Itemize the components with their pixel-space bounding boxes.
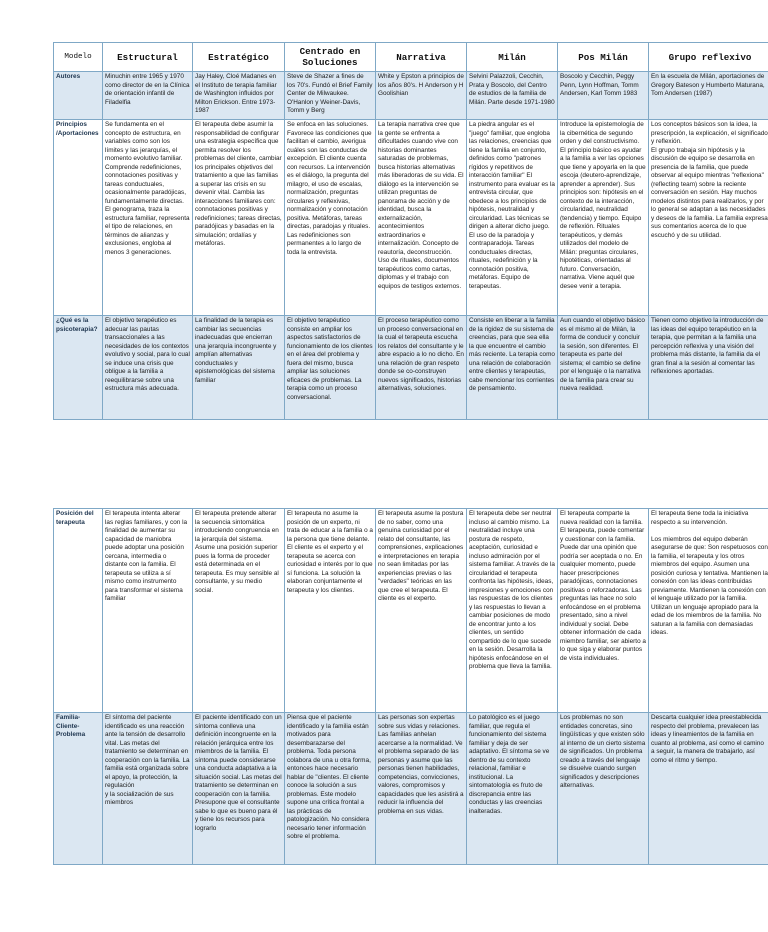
cell-posicion-estructural: El terapeuta intenta alterar las reglas familiares, y con la finalidad de aumentar su capacidad de maniobra puede adoptar una posición cercana, intermedia o distante con la familia. El terapeuta se utiliza a sí mismo como instrumento para transformar el sistema familiar <box>103 509 193 713</box>
header-row <box>54 43 768 72</box>
cell-posicion-grupo-reflexivo: El terapeuta tiene toda la iniciativa respecto a su intervención. Los miembros del equipo deberán asegurarse de que: Son respetuosos con la familia, el terapeuta y los otros miembros del equipo. Asumen una posición curiosa y tentativa. Mantienen la conexión con las ideas contribuidas previamente. Mantienen la conexión con el lenguaje utilizado por la familia. Utilizan un lenguaje apropiado para la edad de los miembros de la familia. No saturan a la familia con demasiadas ideas. <box>649 509 768 713</box>
cell-principios-pos-milan: Introduce la epistemología de la cibernética de segundo orden y del constructivismo. El principio básico es ayudar a la familia a ver las opciones que tiene y apoyarla en la que escoja (deutero-aprendizaje, aprender a aprender). Sus principios son: hipótesis en el contexto de la interacción, circularidad, neutralidad (tendencia) y tiempo. Equipo de reflexión. Rituales terapéuticos, y demás utilizados del modelo de Milán: preguntas circulares, hipotéticas, orientadas al futuro. Conversación, narrativa. Viene aquél que desee venir a terapia. <box>558 120 649 316</box>
cell-principios-grupo-reflexivo: Los conceptos básicos son la idea, la prescripción, la explicación, el significado y reflexión. El grupo trabaja sin hipótesis y la discusión de equipo se desarrolla en presencia de la familia, que puede observar al equipo mientras "reflexiona" (reflecting team) sobre la reciente conversación en sesión. Hay muchos modelos distintos para realizarlos, y por lo general se adaptan a las necesidades y deseos de la familia. La familia expresa sus comentarios acerca de lo que escuchó y de su utilidad. <box>649 120 768 316</box>
cell-autores-milan: Selvini Palazzoli, Cecchin, Prata y Boscolo, del Centro de estudios de la familia de Milán. Parte desde 1971-1980 <box>467 72 558 120</box>
header-pos-milan: Pos Milán <box>558 43 649 72</box>
cell-familia-narrativa: Las personas son expertas sobre sus vidas y relaciones. Las familias anhelan acercarse a la normalidad. Ve el problema separado de las personas y asume que las personas tienen habilidades, competencias, convicciones, valores, compromisos y capacidades que les asistirá a reducir la influencia del problema en sus vidas. <box>376 713 467 865</box>
cell-autores-soluciones: Steve de Shazer a fines de los 70's. Fundó el Brief Family Center de Milwaukee. O'Hanlon y Weiner-Davis, Tomm y Berg <box>285 72 376 120</box>
cell-principios-estrategico: El terapeuta debe asumir la responsabilidad de configurar una estrategia específica que permita resolver los problemas del cliente, cambiar los principales objetivos del tratamiento a que las familias a superar las crisis en su devenir vital. Cambia las interacciones familiares con: connotaciones positivas y redefiniciones; tareas directas, paradójicas y basadas en la simulación; ordalías y metáforas. <box>193 120 285 316</box>
cell-psicoterapia-estrategico: La finalidad de la terapia es cambiar las secuencias inadecuadas que encierran una jerarquía incongruente y amplían alternativas conductuales y epistemológicas del sistema familiar <box>193 316 285 420</box>
row-label-autores: Autores <box>54 72 103 120</box>
cell-psicoterapia-narrativa: El proceso terapéutico como un proceso conversacional en la cual el terapeuta escucha los relatos del consultante y le abre espacio a lo no dicho. En una relación de gran respeto donde se co-construyen nuevos significados, historias alternativas, soluciones. <box>376 316 467 420</box>
cell-familia-grupo-reflexivo: Descarta cualquier idea preestablecida respecto del problema, prevalecen las ideas y lineamientos de la familia en cuanto al problema, así como el camino a seguir, la manera de trabajarlo, así como el ritmo y tiempo. <box>649 713 768 865</box>
cell-psicoterapia-soluciones: El objetivo terapéutico consiste en ampliar los aspectos satisfactorios de funcionamiento de los clientes en el área del problema y fuera del mismo, busca ampliar las soluciones eficaces de problemas. La terapia como un proceso conversacional. <box>285 316 376 420</box>
header-modelo: Modelo <box>54 43 103 72</box>
cell-familia-milan: Lo patológico es el juego familiar, que regula el funcionamiento del sistema familiar y deja de ser adaptativo. El síntoma se ve dentro de su contexto relacional, familiar e institucional. La sintomatología es fruto de discrepancia entre las conductas y las creencias inalteradas. <box>467 713 558 865</box>
cell-familia-estrategico: El paciente identificado con un síntoma conlleva una definición incongruente en la relación jerárquica entre los miembros de la familia. El síntoma puede considerarse una conducta adaptativa a la situación social. Las metas del tratamiento se determinan en cooperación con la familia. Presupone que el consultante sabe lo que es bueno para él y tiene los recursos para lograrlo <box>193 713 285 865</box>
row-familia-cliente-problema <box>54 713 768 865</box>
header-estructural: Estructural <box>103 43 193 72</box>
cell-posicion-milan: El terapeuta debe ser neutral incluso al cambio mismo. La neutralidad incluye una postura de respeto, aceptación, curiosidad e incluso admiración por el sistema familiar. A través de la circularidad el terapeuta confronta las hipótesis, ideas, impresiones y emociones con las respuestas de los clientes y las respuestas lo llevan a cambiar posiciones de modo de encontrar junto a los clientes, un sentido compartido de lo que sucede en la sesión. Desarrolla la hipótesis enfocándose en el problema que lleva la familia. <box>467 509 558 713</box>
cell-principios-estructural: Se fundamenta en el concepto de estructura, en variables como son los límites y las jerarquías, el momento evolutivo familiar. Comprende redefiniciones, connotaciones positivas y tareas conductuales, ocasionalmente paradójicas, fundamentalmente directas. El genograma, traza la estructura familiar, representa el tipo de relaciones, en términos de alianzas y exclusiones, engloba al menos 3 generaciones. <box>103 120 193 316</box>
cell-autores-pos-milan: Boscolo y Cecchin, Peggy Penn, Lynn Hoffman, Tomm Andersen, Karl Tomm 1983 <box>558 72 649 120</box>
cell-posicion-estrategico: El terapeuta pretende alterar la secuencia sintomática introduciendo congruencia en la jerarquía del sistema. Asume una posición superior pues la forma de proceder está determinada en el terapeuta. Es muy sensible al consultante, y su medio social. <box>193 509 285 713</box>
cell-psicoterapia-grupo-reflexivo: Tienen como objetivo la introducción de las ideas del equipo terapéutico en la terapia, que permitan a la familia una percepción reflexiva y una visión del problema más distante, la familia da el gran final a la sesión al comentar las reflexiones aportadas. <box>649 316 768 420</box>
row-label-familia: Familia-Cliente-Problema <box>54 713 103 865</box>
cell-psicoterapia-milan: Consiste en liberar a la familia de la rigidez de su sistema de creencias, para que sea ella la que encuentre el cambio más reciente. La terapia como una relación de colaboración entre clientes y terapeutas, cabe mencionar los corrientes de pensamiento. <box>467 316 558 420</box>
header-milan: Milán <box>467 43 558 72</box>
cell-autores-estrategico: Jay Haley, Cloé Madanes en el Instituto de terapia familiar de Washington influidos por Milton Erickson. Entre 1973-1987 <box>193 72 285 120</box>
cell-posicion-pos-milan: El terapeuta comparte la nueva realidad con la familia. El terapeuta, puede comentar y cuestionar con la familia. Puede dar una opinión que podría ser aceptada o no. En cualquier momento, puede hacer prescripciones paradójicas, connotaciones positivas o reforzadoras. Las preguntas las hace no solo enfocándose en el problema presentado, sino a nivel individual y social. Debe obtener información de cada miembro familiar, ser abierto a lo que siga y elaborar puntos de vista individuales. <box>558 509 649 713</box>
cell-posicion-soluciones: El terapeuta no asume la posición de un experto, ni trata de educar a la familia o a la persona que tiene delante. El cliente es el experto y el terapeuta se acerca con curiosidad e interés por lo que sí funciona. La solución la elaboran conjuntamente el terapeuta y los clientes. <box>285 509 376 713</box>
cell-autores-narrativa: White y Epston a principios de los años 80's. H Anderson y H Goolishian <box>376 72 467 120</box>
header-grupo-reflexivo: Grupo reflexivo <box>649 43 768 72</box>
cell-psicoterapia-estructural: El objetivo terapéutico es adecuar las pautas transaccionales a las necesidades de los contextos evolutivo y social, para lo cual se induce una crisis que obligue a la familia a reequilibrarse sobre una estructura más adecuada. <box>103 316 193 420</box>
header-narrativa: Narrativa <box>376 43 467 72</box>
cell-principios-soluciones: Se enfoca en las soluciones. Favorece las condiciones que facilitan el cambio, averigua cuáles son las conductas de excepción. El cliente cuenta con recursos. La intervención es el diálogo, la pregunta del milagro, el uso de escalas, normalización, preguntas circulares y reflexivas, normalización y connotación positiva. Metáforas, tareas directas, paradojas y rituales. Las redefiniciones son permanentes a lo largo de toda la entrevista. <box>285 120 376 316</box>
cell-familia-estructural: El síntoma del paciente identificado es una reacción ante la tensión de desarrollo vital. Las metas del tratamiento se determinan en cooperación con la familia. La familia está organizada sobre el apoyo, la protección, la regulación y la socialización de sus miembros <box>103 713 193 865</box>
row-posicion-terapeuta <box>54 509 768 713</box>
cell-posicion-narrativa: El terapeuta asume la postura de no saber, como una genuina curiosidad por el relato del consultante, las comprensiones, explicaciones e interpretaciones en terapia no sean limitadas por las experiencias previas o las "verdades" teóricas en las que cree el terapeuta. El cliente es el experto. <box>376 509 467 713</box>
comparison-table-top <box>53 42 768 420</box>
cell-principios-narrativa: La terapia narrativa cree que la gente se enfrenta a dificultades cuando vive con historias dominantes saturadas de problemas, busca historias alternativas más liberadoras de su vida. El diálogo es la intervención se utilizan preguntas de panorama de acción y de identidad, busca la externalización, acontecimientos extraordinarios e internalización. Concepto de reautoría, deconstrucción. Uso de rituales, documentos terapéuticos como cartas, diplomas y el trabajo con equipos de testigos externos. <box>376 120 467 316</box>
row-principios <box>54 120 768 316</box>
cell-principios-milan: La piedra angular es el "juego" familiar, que engloba las relaciones, creencias que tiene la familia en conjunto, definidos como "patrones rígidos y repetitivos de interacción familiar" El instrumento para evaluar es la entrevista circular, que obedece a los principios de hipótesis, neutralidad y circularidad. Las técnicas se dirigen a alterar dicho juego. El uso de la paradoja y contraparadoja. Tareas conductuales directas, rituales, redefinición y la connotación positiva, metáforas. Equipo de terapeutas. <box>467 120 558 316</box>
header-estrategico: Estratégico <box>193 43 285 72</box>
row-label-principios: Principios /Aportaciones <box>54 120 103 316</box>
cell-autores-grupo-reflexivo: En la escuela de Milán, aportaciones de Gregory Bateson y Humberto Maturana, Tom Andersen (1987) <box>649 72 768 120</box>
cell-autores-estructural: Minuchin entre 1965 y 1970 como director de en la Clínica de orientación infantil de Filadelfia <box>103 72 193 120</box>
row-que-es-psicoterapia <box>54 316 768 420</box>
cell-psicoterapia-pos-milan: Aun cuando el objetivo básico es el mismo al de Milán, la forma de conducir y concluir la sesión, son diferentes. El terapeuta es parte del sistema; el cambio se define por el lenguaje o la narrativa de la familia para crear su nueva realidad. <box>558 316 649 420</box>
row-autores <box>54 72 768 120</box>
cell-familia-soluciones: Piensa que el paciente identificado y la familia están motivados para desembarazarse del problema. Toda persona colabora de una u otra forma, entonces hace necesario hablar de "clientes. El cliente conoce la solución a sus problemas. Este modelo supone una crítica frontal a las prácticas de patologización. No considera necesario tener información sobre el problema. <box>285 713 376 865</box>
header-centrado-en-soluciones: Centrado en Soluciones <box>285 43 376 72</box>
row-label-psicoterapia: ¿Qué es la psicoterapia? <box>54 316 103 420</box>
cell-familia-pos-milan: Los problemas no son entidades concretas, sino lingüísticas y que existen sólo al interno de un cierto sistema de significados. Un problema creado a través del lenguaje se disuelve cuando surgen significados y descripciones alternativas. <box>558 713 649 865</box>
comparison-table-bottom <box>53 508 768 865</box>
row-label-posicion: Posición del terapeuta <box>54 509 103 713</box>
